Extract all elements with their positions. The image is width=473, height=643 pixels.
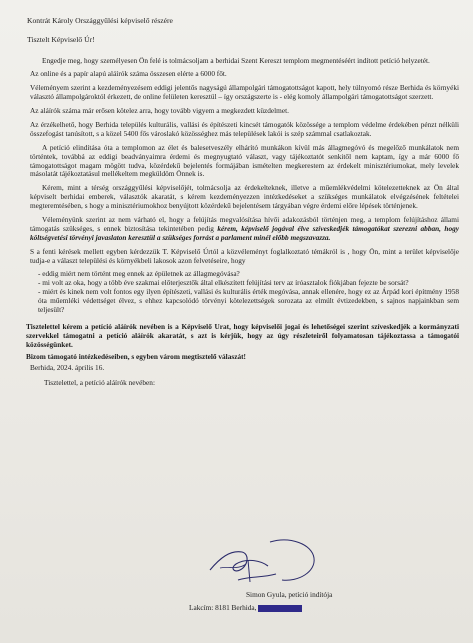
recipient-address: Kontrát Károly Országgyűlési képviselő részére: [27, 16, 173, 25]
handwritten-signature: [190, 530, 330, 592]
funding-text: Véleményünk szerint az nem várható el, hogy a felújítás megvalósítása hívői adakozásból történjen meg, a templom felújításhoz állami támogatás szükséges, s ennek biztosítása tekintetében pedig: [30, 214, 459, 233]
question-1: - eddig miért nem történt meg ennek az épületnek az állagmegóvása?: [38, 269, 240, 279]
paragraph-request: Kérem, mint a térség országgyűlési képviselőjét, tolmácsolja az érdekelteknek, illetve a műemlékvédelmi kötelezetteknek az Ön által képviselt berhidai emberek, választók akaratát, s kérem kezdeményezzen intézkedéseket a szükséges munkálatok elvégzésének feltételei megteremtésében, s hogy a minisztériumokhoz benyújtott közérdekű bejelentésem tárgyában végre érdemi előre lépések történjenek.: [30, 183, 459, 211]
paragraph-obligation: Az aláírók száma már erősen kötelez arra, hogy tovább vigyem a megkezdett küzdelmet.: [30, 106, 289, 116]
signer-name: Simon Gyula, petíció indítója: [246, 590, 333, 599]
question-2: - mi volt az oka, hogy a több éve szakmai előterjesztők által elkészített felújítási terv az íróasztalok fiókjában fejezte be sorsát?: [38, 278, 409, 288]
greeting: Tisztelt Képviselő Úr!: [27, 35, 95, 45]
paragraph-signatures: Az online és a papír alapú aláírók száma összesen elérte a 6000 főt.: [30, 69, 227, 79]
signer-address: [189, 603, 302, 612]
paragraph-support: Véleményem szerint a kezdeményezésem eddigi jelentős nagyságú állampolgári támogatottságot kapott, hely túlnyomó része Berhida és környéki választó állampolgároktól érkezett, de online felületen keresztül – így országszerte is - elég komoly állampolgári támogatottságot szerzett.: [30, 83, 459, 102]
bold-trust: Bizom támogató intézkedéseiben, s egyben várom megtisztelő válaszát!: [26, 351, 246, 361]
place-date: Berhida, 2024. április 16.: [30, 363, 105, 373]
paragraph-funding: [30, 216, 459, 243]
address-text: Lakcím: 8181 Berhida,: [189, 603, 257, 612]
bold-request: Tisztelettel kérem a petíció aláírók nevében is a Képviselő Urat, hogy képviselői jogai és lehetőségei szerint szíveskedjék a kormányzati szervekkel támogatni a petíció aláírók akaratát, s azt is kérjük, hogy az úgy részleteiről folyamatosan tájékoztassa a támogatói közösségünket.: [26, 321, 459, 349]
paragraph-intro: Engedje meg, hogy személyesen Ön felé is tolmácsoljam a berhidai Szent Kereszt templom megmentéséért indított petíció helyzetét.: [42, 55, 430, 65]
paragraph-questions: S a fenti kérések mellett egyben kérdezzük T. Képviselő Úrtól a közvéleményt foglalkoztató témákról is , hogy Ön, mint a terület képviselője tudja-e a választ települési és környékbeli lakosok azon felvetéseire, hogy: [30, 246, 459, 265]
question-3: - miért és kinek nem volt fontos egy ilyen építészeti, vallási és kulturális érték megóvása, annak ellenére, hogy ez az Árpád kori építmény 1958 óta műemléki védettséget élvez, s ehhez kapcsolódó törvényi kötelezettségek sorozata az elmúlt évtizedekben, s sajnos napjainkban sem teljesült?: [38, 287, 459, 314]
paragraph-community: Az érzékelhető, hogy Berhida település kulturális, vallási és építészeti kincsét támogatók közössége a templom védelme érdekében pénzt nélküli összefogást tanúsított, s a közel 5400 fős városlakó közösséghez más települések lakói is szép számmal csatlakoztak.: [30, 119, 459, 138]
paragraph-history: A petíció elindítása óta a templomon az élet és balesetveszély elhárító munkákon kívül más állagmegóvó és megelőző munkálatok nem történtek, továbbá az eddigi beadványaimra érdemi és megnyugtató választ, vagy tájékoztatót senkitől nem kaptam, így a már 6000 fő támogatottságot magam mögött tudva, közérdekű bejelentés formájában ismételten megkerestem az érdekelt minisztériumokat, mely levelek másolatát tájékoztatásul mellékeltem megküldöm Önnek is.: [30, 142, 459, 179]
redaction-bar: [258, 605, 302, 612]
closing-request: [26, 323, 459, 362]
regards-line: Tisztelettel, a petíció aláírók nevében:: [44, 378, 155, 388]
funding-emphasis: kérem, képviselő jogával élve szíveskedjék támogatókat szerezni abban, hogy költségvetési törvényi javaslaton keresztül a szükséges forrást a parlament minél előbb megszavazza.: [30, 223, 460, 242]
